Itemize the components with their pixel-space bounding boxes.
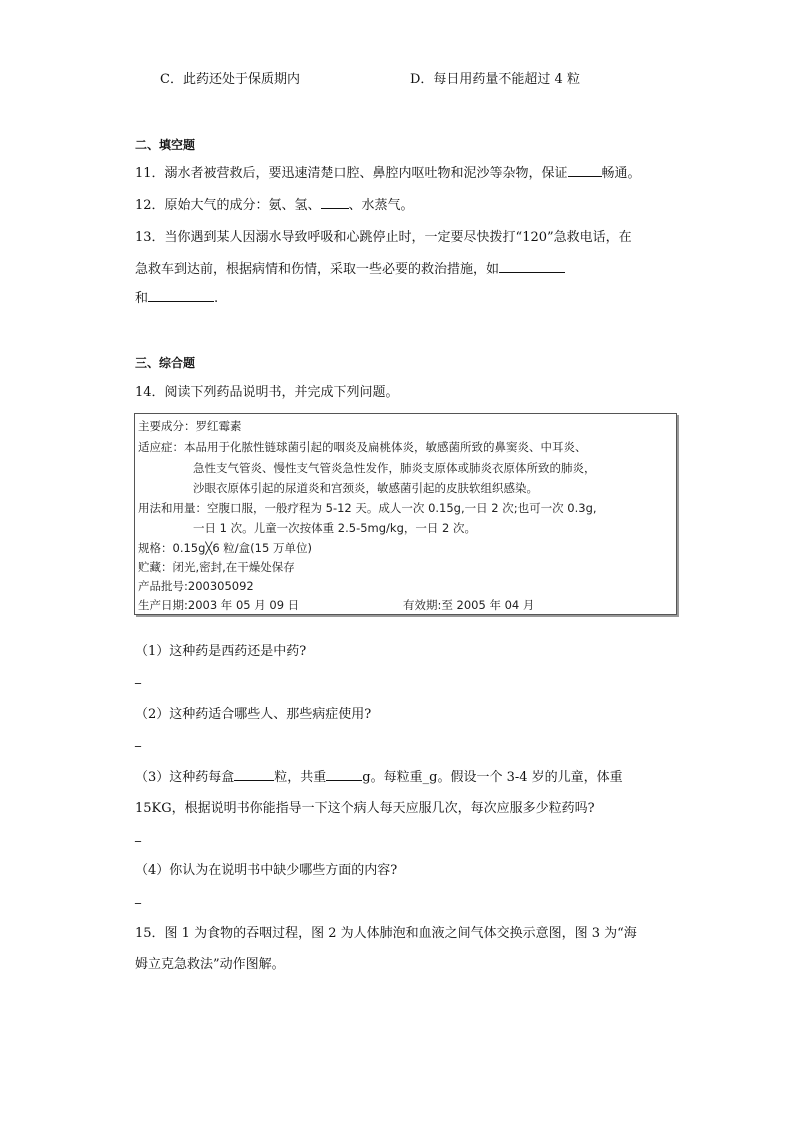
question-12-blank[interactable]	[321, 196, 349, 209]
label-indication-2: 急性支气管炎、慢性支气管炎急性发作，肺炎支原体或肺炎衣原体所致的肺炎，	[193, 461, 596, 475]
question-14-3-text-1: （3）这种药每盒	[135, 770, 235, 785]
question-14-3-line-2: 15KG，根据说明书你能指导一下这个病人每天应服几次，每次应服多少粒药吗?	[135, 801, 595, 816]
question-13-blank-2[interactable]	[148, 289, 214, 302]
question-13-text: 急救车到达前，根据病情和伤情，采取一些必要的救治措施，如	[135, 262, 500, 277]
question-14-3-text-3: g。每粒重_g。假设一个 3-4 岁的儿童，体重	[362, 770, 623, 785]
answer-14-1[interactable]: _	[135, 670, 141, 684]
option-d: D．每日用药量不能超过 4 粒	[410, 72, 580, 87]
label-expiry: 有效期:至 2005 年 04 月	[403, 598, 535, 612]
question-11	[135, 162, 641, 181]
question-13-and: 和	[135, 291, 149, 306]
question-12-text: 12．原始大气的成分：氨、氢、	[135, 198, 321, 213]
question-13-line-1: 13．当你遇到某人因溺水导致呼吸和心跳停止时，一定要尽快拨打“120”急救电话，在	[135, 230, 632, 245]
label-indication-1: 适应症：本品用于化脓性链球菌引起的咽炎及扁桃体炎，敏感菌所致的鼻窦炎、中耳炎、	[138, 440, 587, 454]
question-14-3-text-2: 粒，共重	[274, 770, 327, 785]
question-14-3-blank-2[interactable]	[326, 768, 362, 781]
section-title-comprehensive: 三、综合题	[135, 356, 196, 370]
label-batch: 产品批号:200305092	[138, 579, 254, 593]
question-14-2: （2）这种药适合哪些人、那些病症使用?	[135, 707, 372, 722]
question-15-line-1: 15．图 1 为食物的吞咽过程，图 2 为人体肺泡和血液之间气体交换示意图，图 3 为“海	[135, 926, 637, 941]
question-14-intro: 14．阅读下列药品说明书，并完成下列问题。	[135, 385, 399, 400]
question-12-text-end: 、水蒸气。	[348, 198, 414, 213]
label-dosage-2: 一日 1 次。儿童一次按体重 2.5-5mg/kg，一日 2 次。	[193, 521, 477, 535]
question-13-end: .	[214, 291, 219, 306]
question-14-3-blank-1[interactable]	[234, 768, 274, 781]
question-12	[135, 194, 414, 213]
question-11-text-end: 畅通。	[601, 166, 641, 181]
label-ingredient: 主要成分：罗红霉素	[138, 419, 242, 433]
label-spec: 规格：0.15g╳6 粒/盒(15 万单位)	[138, 541, 312, 555]
label-storage: 贮藏：闭光,密封,在干燥处保存	[138, 560, 295, 574]
question-13-line-3	[135, 287, 218, 306]
question-11-text: 11．溺水者被营救后，要迅速清楚口腔、鼻腔内呕吐物和泥沙等杂物，保证	[135, 166, 568, 181]
drug-instruction-label	[134, 413, 677, 615]
question-14-1: （1）这种药是西药还是中药?	[135, 644, 307, 659]
answer-14-2[interactable]: _	[135, 733, 141, 747]
question-13-blank-1[interactable]	[499, 260, 565, 273]
answer-14-4[interactable]: _	[135, 890, 141, 904]
question-14-4: （4）你认为在说明书中缺少哪些方面的内容?	[135, 863, 398, 878]
answer-14-3[interactable]: _	[135, 828, 141, 842]
label-indication-3: 沙眼衣原体引起的尿道炎和宫颈炎，敏感菌引起的皮肤软组织感染。	[193, 481, 538, 495]
question-14-3-line-1	[135, 766, 623, 785]
question-15-line-2: 姆立克急救法”动作图解。	[135, 957, 285, 972]
question-13-line-2	[135, 258, 565, 277]
option-c: C．此药还处于保质期内	[160, 72, 300, 87]
label-production-date: 生产日期:2003 年 05 月 09 日	[138, 598, 300, 612]
label-dosage-1: 用法和用量：空腹口服，一般疗程为 5-12 天。成人一次 0.15g,一日 2 次;也可一次 0.3g,	[138, 501, 597, 515]
question-11-blank[interactable]	[568, 164, 602, 177]
section-title-fill-blank: 二、填空题	[135, 138, 196, 152]
